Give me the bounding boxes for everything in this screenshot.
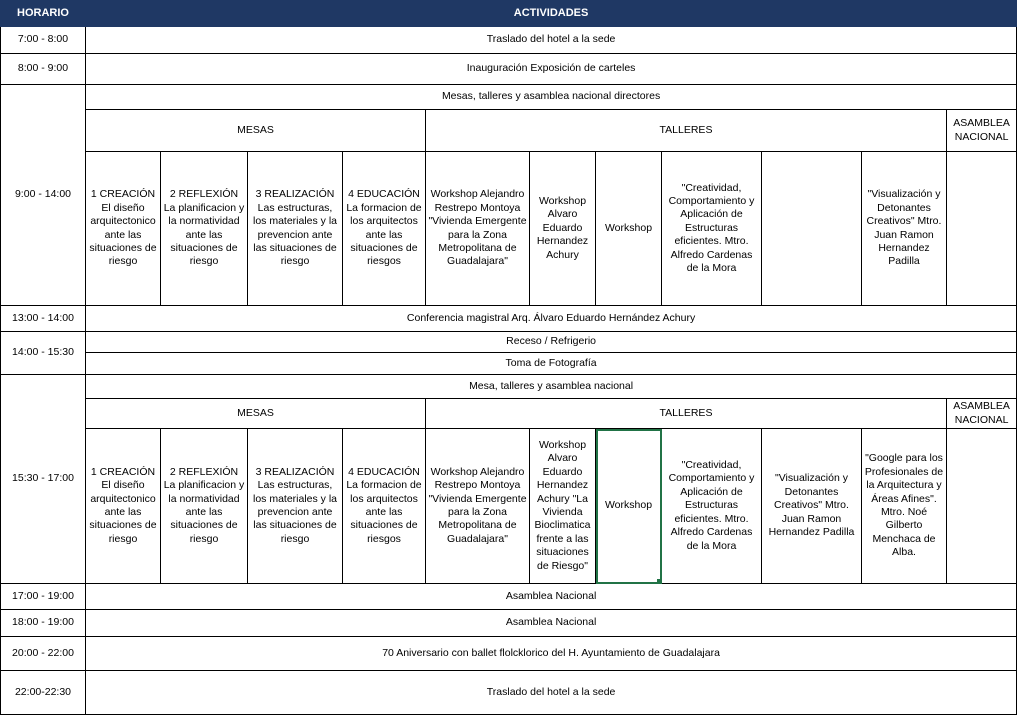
- asamblea-header[interactable]: ASAMBLEA NACIONAL: [947, 399, 1017, 429]
- talleres-header[interactable]: TALLERES: [426, 399, 947, 429]
- session-cell[interactable]: [947, 429, 1017, 584]
- time-cell[interactable]: 20:00 - 22:00: [1, 637, 86, 671]
- time-cell[interactable]: 13:00 - 14:00: [1, 306, 86, 332]
- session-cell[interactable]: 1 CREACIÓN El diseño arquitectonico ante las situaciones de riesgo: [86, 152, 161, 306]
- session-cell[interactable]: 3 REALIZACIÓN Las estructuras, los materiales y la prevencion ante las situaciones de riesgo: [248, 429, 343, 584]
- header-horario[interactable]: HORARIO: [1, 1, 86, 27]
- session-cell[interactable]: "Visualización y Detonantes Creativos" Mtro. Juan Ramon Hernandez Padilla: [762, 429, 862, 584]
- session-cell[interactable]: "Google para los Profesionales de la Arquitectura y Áreas Afines". Mtro. Noé Gilberto Menchaca de Alba.: [862, 429, 947, 584]
- session-cell[interactable]: Workshop Alvaro Eduardo Hernandez Achury: [530, 152, 596, 306]
- session-cell[interactable]: "Visualización y Detonantes Creativos" Mtro. Juan Ramon Hernandez Padilla: [862, 152, 947, 306]
- talleres-header[interactable]: TALLERES: [426, 110, 947, 152]
- session-cell[interactable]: Workshop Alejandro Restrepo Montoya "Vivienda Emergente para la Zona Metropolitana de Guadalajara": [426, 429, 530, 584]
- activity-cell[interactable]: Conferencia magistral Arq. Álvaro Eduardo Hernández Achury: [86, 306, 1017, 332]
- activity-cell[interactable]: Asamblea Nacional: [86, 584, 1017, 610]
- activity-cell[interactable]: Toma de Fotografía: [86, 353, 1017, 375]
- time-cell[interactable]: 15:30 - 17:00: [1, 375, 86, 584]
- asamblea-header[interactable]: ASAMBLEA NACIONAL: [947, 110, 1017, 152]
- section-title[interactable]: Mesas, talleres y asamblea nacional directores: [86, 85, 1017, 110]
- session-cell[interactable]: [947, 152, 1017, 306]
- session-cell[interactable]: 4 EDUCACIÓN La formacion de los arquitectos ante las situaciones de riesgos: [343, 152, 426, 306]
- activity-cell[interactable]: 70 Aniversario con ballet flolcklorico del H. Ayuntamiento de Guadalajara: [86, 637, 1017, 671]
- activity-cell[interactable]: Receso / Refrigerio: [86, 332, 1017, 353]
- time-cell[interactable]: 17:00 - 19:00: [1, 584, 86, 610]
- time-cell[interactable]: 7:00 - 8:00: [1, 27, 86, 54]
- mesas-header[interactable]: MESAS: [86, 110, 426, 152]
- section-title[interactable]: Mesa, talleres y asamblea nacional: [86, 375, 1017, 399]
- session-cell[interactable]: "Creatividad, Comportamiento y Aplicación de Estructuras eficientes. Mtro. Alfredo Cardenas de la Mora: [662, 429, 762, 584]
- session-cell[interactable]: Workshop Alvaro Eduardo Hernandez Achury "La Vivienda Bioclimatica frente a las situaciones de Riesgo": [530, 429, 596, 584]
- time-cell[interactable]: 8:00 - 9:00: [1, 54, 86, 85]
- session-cell[interactable]: 1 CREACIÓN El diseño arquitectonico ante las situaciones de riesgo: [86, 429, 161, 584]
- time-cell[interactable]: 14:00 - 15:30: [1, 332, 86, 375]
- header-actividades[interactable]: ACTIVIDADES: [86, 1, 1017, 27]
- session-cell[interactable]: 2 REFLEXIÓN La planificacion y la normatividad ante las situaciones de riesgo: [161, 152, 248, 306]
- session-cell[interactable]: 4 EDUCACIÓN La formacion de los arquitectos ante las situaciones de riesgos: [343, 429, 426, 584]
- session-cell[interactable]: 3 REALIZACIÓN Las estructuras, los materiales y la prevencion ante las situaciones de riesgo: [248, 152, 343, 306]
- session-cell[interactable]: Workshop Alejandro Restrepo Montoya "Vivienda Emergente para la Zona Metropolitana de Guadalajara": [426, 152, 530, 306]
- activity-cell[interactable]: Inauguración Exposición de carteles: [86, 54, 1017, 85]
- selected-cell[interactable]: Workshop: [596, 429, 662, 584]
- activity-cell[interactable]: Traslado del hotel a la sede: [86, 27, 1017, 54]
- time-cell[interactable]: 18:00 - 19:00: [1, 610, 86, 637]
- activity-cell[interactable]: Asamblea Nacional: [86, 610, 1017, 637]
- session-cell[interactable]: "Creatividad, Comportamiento y Aplicación de Estructuras eficientes. Mtro. Alfredo Cardenas de la Mora: [662, 152, 762, 306]
- activity-cell[interactable]: Traslado del hotel a la sede: [86, 671, 1017, 715]
- mesas-header[interactable]: MESAS: [86, 399, 426, 429]
- time-cell[interactable]: 9:00 - 14:00: [1, 85, 86, 306]
- time-cell[interactable]: 22:00-22:30: [1, 671, 86, 715]
- session-cell[interactable]: 2 REFLEXIÓN La planificacion y la normatividad ante las situaciones de riesgo: [161, 429, 248, 584]
- session-cell[interactable]: [762, 152, 862, 306]
- session-cell[interactable]: Workshop: [596, 152, 662, 306]
